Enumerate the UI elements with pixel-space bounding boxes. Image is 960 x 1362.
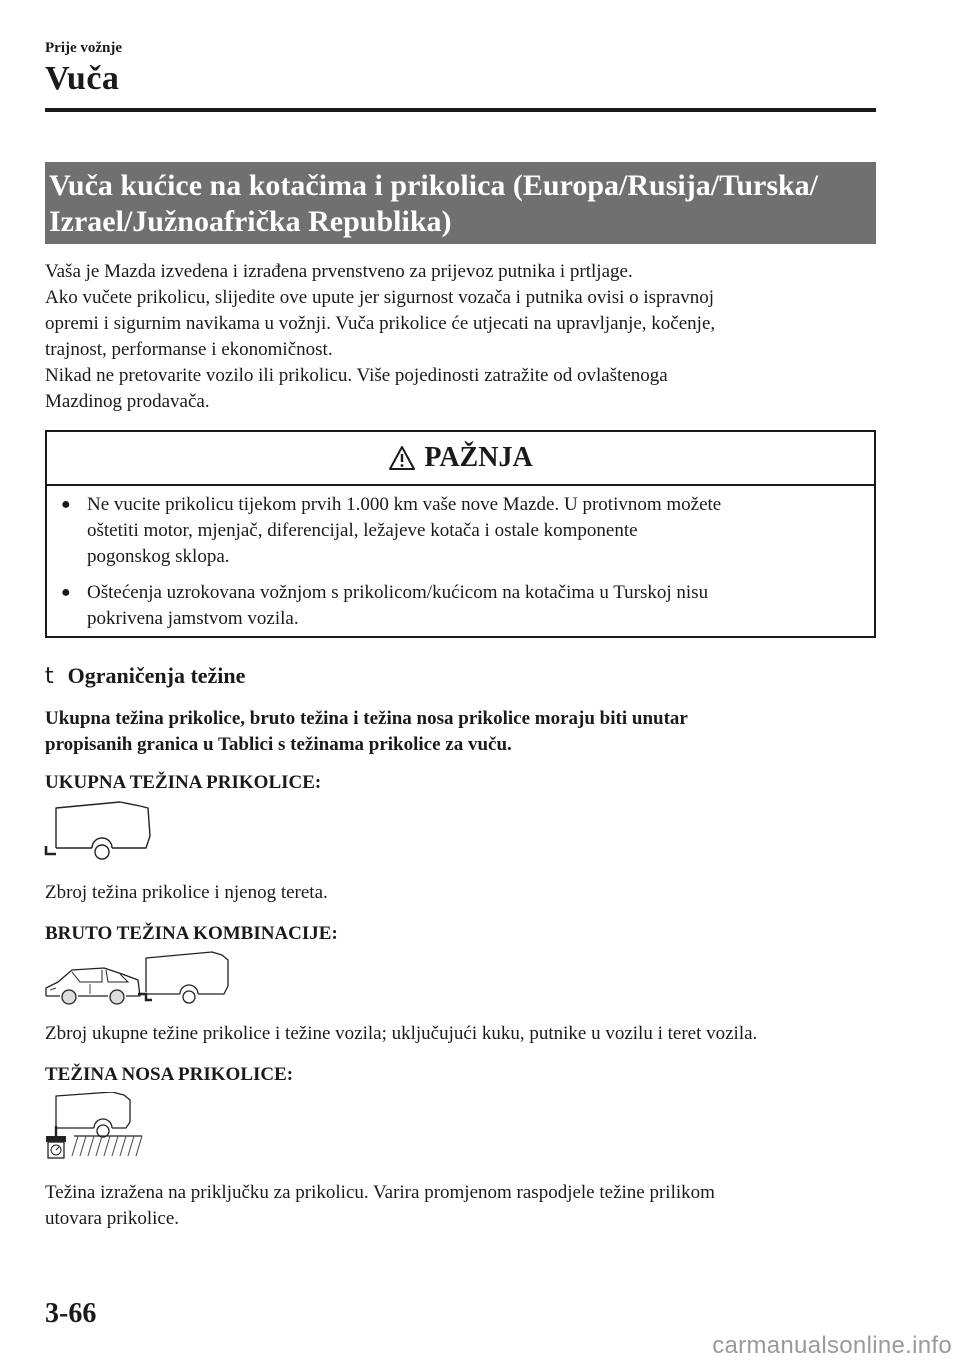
- intro-line: Mazdinog prodavača.: [45, 391, 210, 412]
- intro-text: [45, 259, 885, 415]
- subsection-heading: [45, 663, 245, 689]
- bullet-icon: ●: [61, 496, 71, 513]
- watermark: carmanualsonline.info: [712, 1332, 952, 1359]
- caution-item-line: oštetiti motor, mjenjač, diferencijal, ležajeve kotača i ostale komponente: [87, 520, 638, 541]
- caution-item: [61, 492, 864, 570]
- car-trailer-illustration: [42, 950, 234, 1012]
- caution-header: [47, 432, 874, 486]
- intro-line: Nikad ne pretovarite vozilo ili prikolicu. Više pojedinosti zatražite od ovlaštenoga: [45, 365, 668, 386]
- section-title-line-2: Izrael/Južnoafrička Republika): [49, 205, 452, 238]
- intro-line: Ako vučete prikolicu, slijedite ove upute jer sigurnost vozača i putnika ovisi o ispravnoj: [45, 287, 715, 308]
- caution-box: [45, 430, 876, 638]
- chapter-title: Vuča: [45, 60, 120, 97]
- warning-triangle-icon: [388, 445, 416, 471]
- caution-item-line: Oštećenja uzrokovana vožnjom s prikolicom/kućicom na kotačima u Turskoj nisu: [87, 582, 709, 603]
- subsection-title: Ograničenja težine: [67, 663, 246, 688]
- tongue-weight-description-line: utovara prikolice.: [45, 1208, 180, 1229]
- breadcrumb: Prije vožnje: [45, 40, 123, 56]
- tongue-weight-description: [45, 1180, 715, 1232]
- caution-item-line: Ne vucite prikolicu tijekom prvih 1.000 km vaše nove Mazde. U protivnom možete: [87, 494, 722, 515]
- total-weight-label: UKUPNA TEŽINA PRIKOLICE:: [45, 772, 322, 793]
- intro-line: Vaša je Mazda izvedena i izrađena prvenstveno za prijevoz putnika i prtljage.: [45, 261, 633, 282]
- weights-lead-line: Ukupna težina prikolice, bruto težina i težina nosa prikolice moraju biti unutar: [45, 708, 688, 729]
- caution-item-line: pogonskog sklopa.: [87, 546, 230, 567]
- section-title: [45, 162, 876, 244]
- tongue-weight-label: TEŽINA NOSA PRIKOLICE:: [45, 1064, 294, 1085]
- trailer-illustration: [42, 800, 162, 866]
- gross-weight-description: Zbroj ukupne težine prikolice i težine vozila; uključujući kuku, putnike u vozilu i teret vozila.: [45, 1023, 758, 1044]
- total-weight-description: Zbroj težina prikolice i njenog tereta.: [45, 882, 328, 903]
- header-rule: [45, 108, 876, 112]
- weights-lead-line: propisanih granica u Tablici s težinama prikolice za vuču.: [45, 734, 512, 755]
- intro-line: trajnost, performanse i ekonomičnost.: [45, 339, 333, 360]
- caution-title: PAŽNJA: [424, 442, 533, 473]
- tongue-weight-description-line: Težina izražena na priključku za prikolicu. Varira promjenom raspodjele težine prilikom: [45, 1182, 715, 1203]
- bullet-icon: ●: [61, 584, 71, 601]
- caution-item-line: pokrivena jamstvom vozila.: [87, 608, 299, 629]
- tongue-weight-illustration: [42, 1092, 152, 1164]
- section-title-line-1: Vuča kućice na kotačima i prikolica (Europa/Rusija/Turska/: [49, 169, 819, 202]
- weights-lead: [45, 706, 688, 758]
- gross-weight-label: BRUTO TEŽINA KOMBINACIJE:: [45, 923, 338, 944]
- page-number: 3-66: [45, 1298, 97, 1329]
- caution-item: [61, 580, 864, 632]
- caution-body: [47, 486, 874, 632]
- subsection-marker: t: [45, 664, 54, 689]
- intro-line: opremi i sigurnim navikama u vožnji. Vuča prikolice će utjecati na upravljanje, kočenje,: [45, 313, 716, 334]
